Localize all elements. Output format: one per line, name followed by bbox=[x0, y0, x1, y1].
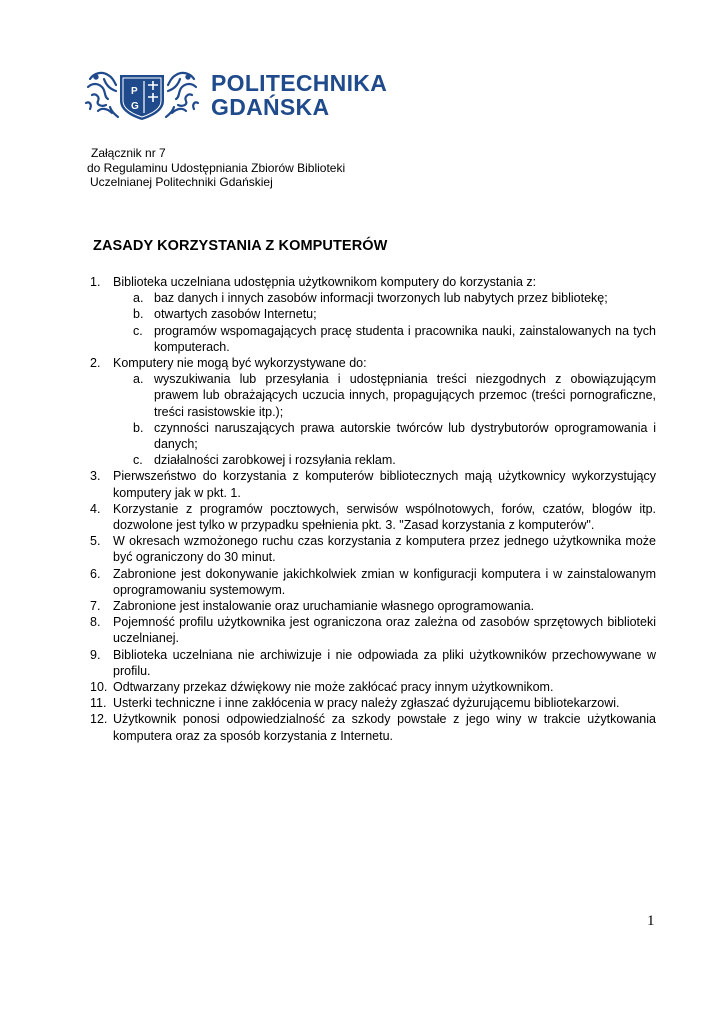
annex-line-3: Uczelnianej Politechniki Gdańskiej bbox=[90, 175, 273, 189]
rule-number: 8. bbox=[90, 615, 101, 630]
subitem-text: programów wspomagających pracę studenta i pracownika nauki, zainstalowanych na tych komputerach. bbox=[154, 323, 656, 354]
annex-note bbox=[87, 146, 345, 190]
rule-number: 11. bbox=[90, 696, 107, 711]
rule-body bbox=[113, 679, 656, 695]
subitem-text: czynności naruszających prawa autorskie twórców lub dystrybutorów oprogramowania i danych; bbox=[154, 420, 656, 452]
rule-body bbox=[113, 274, 656, 355]
rule-text: Pierwszeństwo do korzystania z komputerów bibliotecznych mają użytkownicy wykorzystujący komputery jak w pkt. 1. bbox=[113, 469, 656, 500]
subitem-letter: b. bbox=[133, 420, 144, 435]
rule-body bbox=[113, 614, 656, 646]
subitem-letter: a. bbox=[133, 291, 144, 306]
rule-body bbox=[113, 533, 656, 565]
rule-text: Korzystanie z programów pocztowych, serwisów wspólnotowych, forów, czatów, blogów itp. dozwolone jest tylko w przypadku spełnienia pkt. 3. "Zasad korzystania z komputerów". bbox=[113, 501, 656, 533]
rule-text: Odtwarzany przekaz dźwiękowy nie może zakłócać pracy innym użytkownikom. bbox=[113, 680, 554, 695]
rule-text: Komputery nie mogą być wykorzystywane do: bbox=[113, 356, 367, 371]
rule-item bbox=[90, 501, 656, 533]
rule-number: 7. bbox=[90, 599, 101, 614]
rule-subitem bbox=[113, 306, 656, 322]
subitem-letter: a. bbox=[133, 372, 144, 387]
annex-line-2: do Regulaminu Udostępniania Zbiorów Biblioteki bbox=[87, 160, 346, 175]
shield-letter-p: P bbox=[131, 86, 138, 97]
logo-line-2: GDAŃSKA bbox=[211, 94, 330, 120]
rule-number: 4. bbox=[90, 501, 101, 516]
rule-item bbox=[90, 711, 656, 743]
rule-body bbox=[113, 468, 656, 500]
rule-body bbox=[113, 647, 656, 679]
rule-item bbox=[90, 468, 656, 500]
rule-text: Biblioteka uczelniana nie archiwizuje i nie odpowiada za pliki użytkowników przechowywane w profilu. bbox=[113, 647, 656, 678]
university-logo bbox=[84, 67, 388, 123]
rule-body bbox=[113, 501, 656, 533]
rule-item bbox=[90, 274, 656, 355]
rule-number: 1. bbox=[90, 275, 101, 289]
rule-number: 2. bbox=[90, 356, 101, 371]
logo-line-1: POLITECHNIKA bbox=[211, 70, 388, 96]
rules-list bbox=[90, 274, 656, 744]
rule-item bbox=[90, 533, 656, 565]
pg-emblem-icon bbox=[84, 67, 200, 121]
subitem-text: działalności zarobkowej i rozsyłania reklam. bbox=[154, 453, 396, 468]
logo-wordmark bbox=[211, 71, 387, 119]
rule-text: W okresach wzmożonego ruchu czas korzystania z komputera przez jednego użytkownika może być ograniczony do 30 minut. bbox=[113, 534, 656, 565]
rule-subitem bbox=[113, 371, 656, 420]
rule-number: 12. bbox=[90, 712, 108, 727]
subitem-letter: c. bbox=[133, 323, 143, 338]
rule-item bbox=[90, 355, 656, 468]
subitem-text: wyszukiwania lub przesyłania i udostępniania treści niezgodnych z obowiązującym prawem lub obrażających uczucia innych, propagujących przemoc (treści pornograficzne, treści rasistowskie itp.); bbox=[154, 372, 656, 419]
rule-text: Zabronione jest dokonywanie jakichkolwiek zmian w konfiguracji komputera i w zainstalowanym oprogramowaniu systemowym. bbox=[113, 566, 656, 597]
page-number: 1 bbox=[647, 913, 655, 929]
rule-text: Pojemność profilu użytkownika jest ograniczona oraz zależna od zasobów sprzętowych biblioteki uczelnianej. bbox=[113, 615, 656, 646]
rule-text: Zabronione jest instalowanie oraz uruchamianie własnego oprogramowania. bbox=[113, 599, 535, 614]
rule-number: 3. bbox=[90, 469, 101, 484]
rule-number: 5. bbox=[90, 534, 101, 549]
rule-subitem bbox=[113, 290, 656, 306]
rule-item bbox=[90, 695, 656, 711]
rule-subitem bbox=[113, 420, 656, 452]
rule-subitem bbox=[113, 323, 656, 355]
rule-number: 6. bbox=[90, 566, 101, 581]
subitem-letter: c. bbox=[133, 453, 143, 468]
rule-text: Użytkownik ponosi odpowiedzialność za szkody powstałe z jego winy w trakcie użytkowania komputera oraz za sposób korzystania z Internetu. bbox=[113, 712, 656, 743]
rule-item bbox=[90, 566, 656, 598]
rule-item bbox=[90, 679, 656, 695]
rule-text: Biblioteka uczelniana udostępnia użytkownikom komputery do korzystania z: bbox=[113, 275, 537, 289]
document-title: ZASADY KORZYSTANIA Z KOMPUTERÓW bbox=[93, 238, 388, 254]
rule-body bbox=[113, 566, 656, 598]
shield-letter-g: G bbox=[131, 101, 139, 112]
rule-number: 10. bbox=[90, 680, 108, 695]
rule-number: 9. bbox=[90, 647, 101, 662]
rule-item bbox=[90, 647, 656, 679]
subitem-letter: b. bbox=[133, 307, 144, 322]
subitem-text: otwartych zasobów Internetu; bbox=[154, 307, 317, 322]
rule-body bbox=[113, 355, 656, 468]
rule-body bbox=[113, 695, 656, 711]
rule-body bbox=[113, 711, 656, 743]
rule-body bbox=[113, 598, 656, 614]
rule-item bbox=[90, 614, 656, 646]
rule-item bbox=[90, 598, 656, 614]
rule-subitem bbox=[113, 452, 656, 468]
subitem-text: baz danych i innych zasobów informacji tworzonych lub nabytych przez bibliotekę; bbox=[154, 291, 608, 306]
rule-text: Usterki techniczne i inne zakłócenia w pracy należy zgłaszać dyżurującemu bibliotekarzowi. bbox=[113, 696, 620, 711]
annex-line-1: Załącznik nr 7 bbox=[91, 146, 166, 160]
